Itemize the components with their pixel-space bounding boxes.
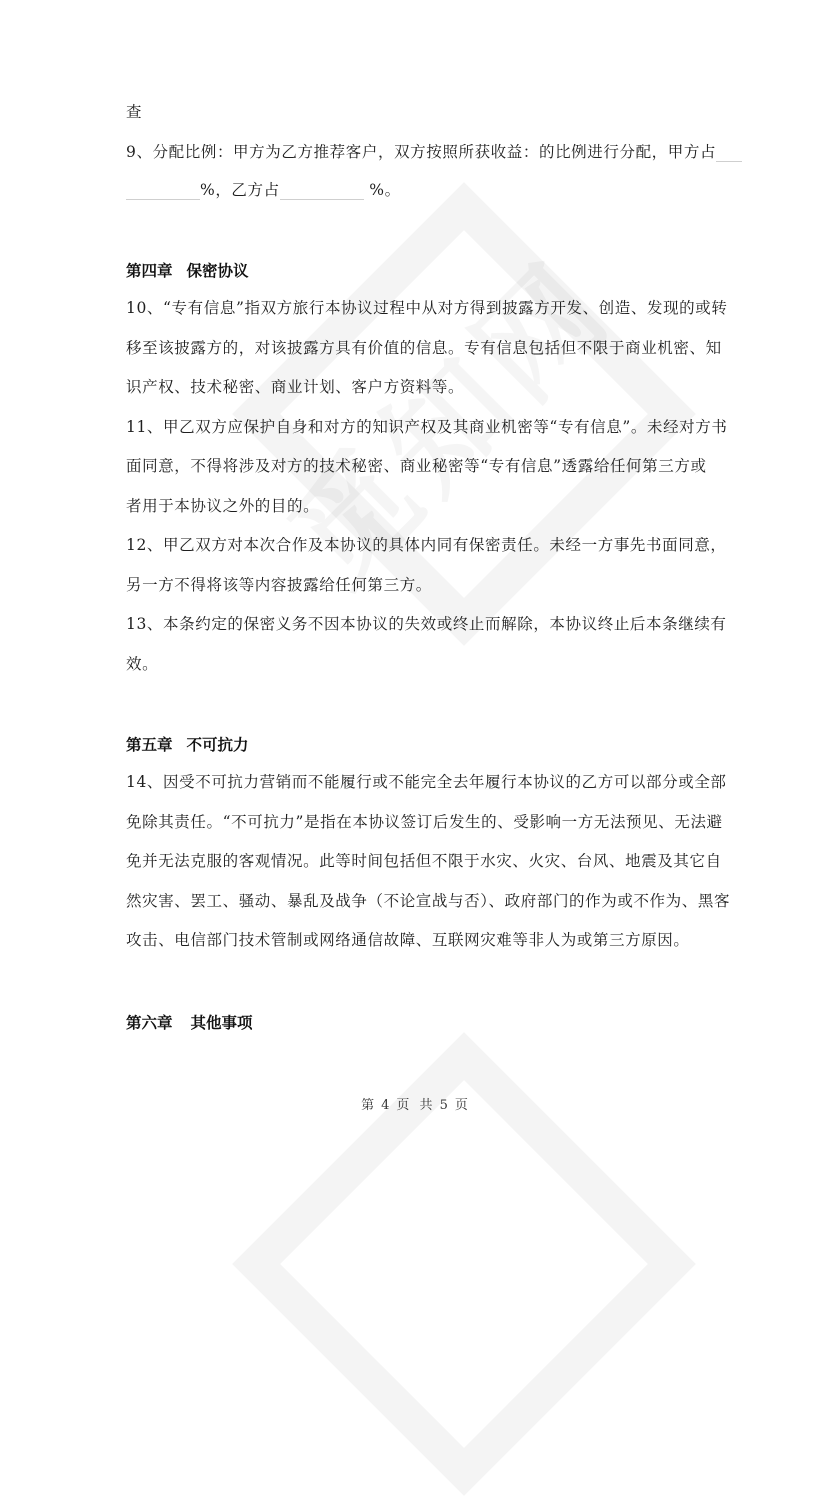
blank-field-party-a bbox=[716, 145, 742, 162]
clause-14-line-1: 14、因受不可抗力营销而不能履行或不能完全去年履行本协议的乙方可以部分或全部 bbox=[126, 773, 727, 791]
clause-14-line-3: 免并无法克服的客观情况。此等时间包括但不限于水灾、火灾、台风、地震及其它自 bbox=[126, 852, 722, 870]
clause-13-line-1: 13、本条约定的保密义务不因本协议的失效或终止而解除，本协议终止后本条继续有 bbox=[126, 615, 727, 633]
chapter-5-heading: 第五章 不可抗力 bbox=[126, 736, 249, 754]
chapter-6-heading: 第六章 其他事项 bbox=[126, 1014, 253, 1032]
clause-9-line-2: %，乙方占 %。 bbox=[126, 180, 401, 200]
clause-14-line-4: 然灾害、罢工、骚动、暴乱及战争（不论宣战与否）、政府部门的作为或不作为、黑客 bbox=[126, 892, 731, 910]
blank-field-party-a-cont bbox=[126, 183, 200, 200]
clause-10-line-1: 10、“专有信息”指双方旅行本协议过程中从对方得到披露方开发、创造、发现的或转 bbox=[126, 299, 728, 317]
total-pages-number: 5 bbox=[439, 1098, 449, 1113]
clause-12-line-2: 另一方不得将该等内容披露给任何第三方。 bbox=[126, 576, 432, 594]
clause-13-line-2: 效。 bbox=[126, 655, 159, 673]
clause-11-line-2: 面同意，不得将涉及对方的技术秘密、商业秘密等“专有信息”透露给任何第三方或 bbox=[126, 457, 707, 475]
clause-12-line-1: 12、甲乙双方对本次合作及本协议的具体内同有保密责任。未经一方事先书面同意， bbox=[126, 536, 727, 554]
clause-10-line-3: 识产权、技术秘密、商业计划、客户方资料等。 bbox=[126, 378, 465, 396]
clause-14-line-2: 免除其责任。“不可抗力”是指在本协议签订后发生的、受影响一方无法预见、无法避 bbox=[126, 813, 723, 831]
chapter-4-heading: 第四章 保密协议 bbox=[126, 262, 249, 280]
blank-field-party-b bbox=[280, 183, 364, 200]
clause-10-line-2: 移至该披露方的，对该披露方具有价值的信息。专有信息包括但不限于商业机密、知 bbox=[126, 339, 722, 357]
current-page-number: 4 bbox=[381, 1098, 391, 1113]
watermark-text bbox=[246, 217, 643, 614]
clause-11-line-1: 11、甲乙双方应保护自身和对方的知识产权及其商业机密等“专有信息”。未经对方书 bbox=[126, 418, 728, 436]
clause-11-line-3: 者用于本协议之外的目的。 bbox=[126, 497, 320, 515]
clause-9-line-1: 9、分配比例：甲方为乙方推荐客户，双方按照所获收益：的比例进行分配，甲方占 bbox=[126, 142, 742, 162]
clause-14-line-5: 攻击、电信部门技术管制或网络通信故障、互联网灾难等非人为或第三方原因。 bbox=[126, 931, 690, 949]
continuation-text: 查 bbox=[126, 103, 143, 121]
page-footer: 第 4 页 共 5 页 bbox=[361, 1098, 469, 1113]
